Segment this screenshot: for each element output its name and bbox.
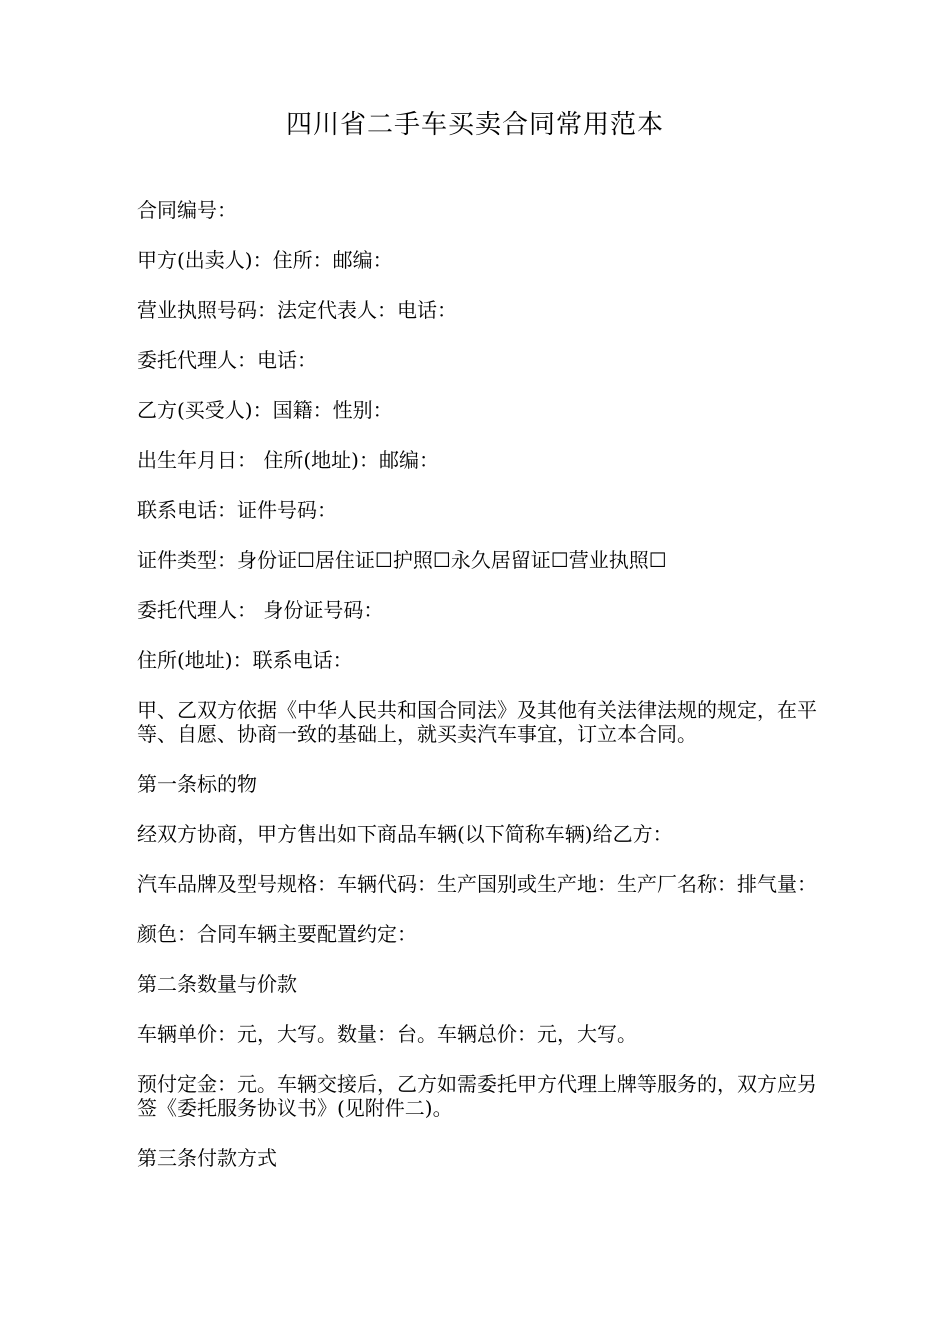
party-a-agent-line: 委托代理人：电话： [137,348,317,372]
deposit-paragraph: 预付定金：元。车辆交接后，乙方如需委托甲方代理上牌等服务的，双方应另签《委托服务协议书》(见附件二)。 [137,1072,817,1120]
vehicle-spec-line: 汽车品牌及型号规格：车辆代码：生产国别或生产地：生产厂名称：排气量： [137,872,817,896]
article-2-heading: 第二条数量与价款 [137,972,297,996]
article-1-intro: 经双方协商，甲方售出如下商品车辆(以下简称车辆)给乙方： [137,822,673,846]
document-title: 四川省二手车买卖合同常用范本 [285,110,664,140]
price-line: 车辆单价：元，大写。数量：台。车辆总价：元，大写。 [137,1022,637,1046]
contract-number-line: 合同编号： [137,198,237,222]
article-3-heading: 第三条付款方式 [137,1146,277,1170]
agent-address-line: 住所(地址)：联系电话： [137,648,353,672]
contact-id-line: 联系电话：证件号码： [137,498,337,522]
party-b-line: 乙方(买受人)：国籍：性别： [137,398,393,422]
vehicle-color-line: 颜色：合同车辆主要配置约定： [137,922,417,946]
birth-address-line: 出生年月日： 住所(地址)：邮编： [137,448,439,472]
document-body [137,198,817,1196]
preamble-paragraph: 甲、乙双方依据《中华人民共和国合同法》及其他有关法律法规的规定，在平等、自愿、协商一致的基础上，就买卖汽车事宜，订立本合同。 [137,698,817,746]
party-b-agent-line: 委托代理人： 身份证号码： [137,598,384,622]
article-1-heading: 第一条标的物 [137,772,257,796]
party-a-line: 甲方(出卖人)：住所：邮编： [137,248,393,272]
business-license-line: 营业执照号码：法定代表人：电话： [137,298,457,322]
id-type-line: 证件类型：身份证☐居住证☐护照☐永久居留证☐营业执照☐ [137,548,667,572]
